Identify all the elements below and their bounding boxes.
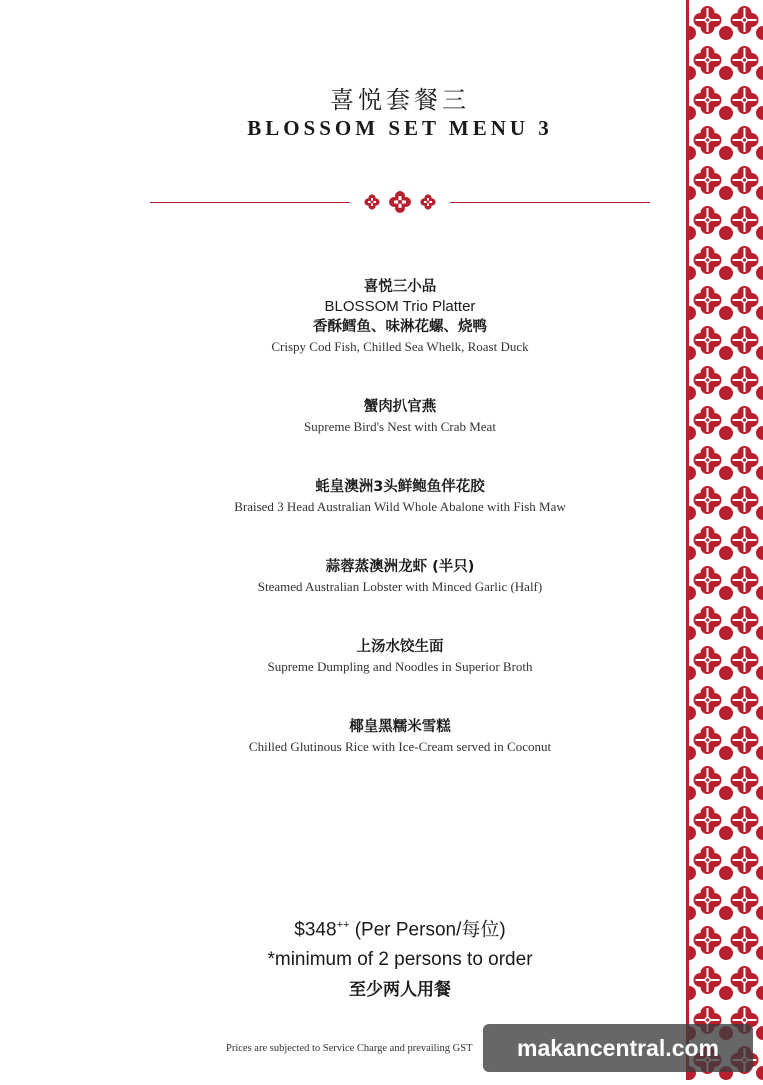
per-person-label: (Per Person/每位) xyxy=(349,919,506,941)
floral-pattern-icon xyxy=(689,0,763,1080)
dish-item xyxy=(0,557,763,597)
dish-item xyxy=(0,277,763,357)
dish-description-english: Braised 3 Head Australian Wild Whole Abalone with Fish Maw xyxy=(234,499,566,514)
divider-line-left xyxy=(150,202,350,203)
service-charge-footnote: Prices are subjected to Service Charge and prevailing GST xyxy=(226,1043,473,1054)
ornamental-divider xyxy=(150,186,650,218)
dish-name-chinese: 蚝皇澳洲3头鲜鲍鱼伴花胶 xyxy=(315,479,485,495)
dish-description-english: Chilled Glutinous Rice with Ice-Cream served in Coconut xyxy=(248,739,552,754)
dish-name-chinese: 上汤水饺生面 xyxy=(356,639,444,655)
dish-name-english: BLOSSOM Trio Platter xyxy=(324,298,476,315)
dish-name-chinese: 蟹肉扒官燕 xyxy=(363,399,437,415)
dish-description-english: Supreme Bird's Nest with Crab Meat xyxy=(304,419,496,434)
dish-description-english: Steamed Australian Lobster with Minced Garlic (Half) xyxy=(257,579,543,594)
dish-name-chinese: 喜悦三小品 xyxy=(363,279,437,295)
menu-title-english: BLOSSOM SET MENU 3 xyxy=(247,116,553,140)
menu-title-chinese: 喜悦套餐三 xyxy=(330,86,470,114)
site-watermark: makancentral.com xyxy=(483,1024,753,1072)
flower-ornament-icon xyxy=(358,186,442,218)
minimum-order-note: *minimum of 2 persons to order xyxy=(267,949,533,971)
price-line xyxy=(0,910,763,945)
dish-item xyxy=(0,717,763,757)
price-suffix: ++ xyxy=(336,919,350,931)
decorative-border xyxy=(686,0,763,1080)
dish-name-chinese: 蒜蓉蒸澳洲龙虾 (半只) xyxy=(325,559,475,575)
divider-line-right xyxy=(450,202,650,203)
minimum-order-note-chinese: 至少两人用餐 xyxy=(349,980,451,1001)
dish-description-english: Supreme Dumpling and Noodles in Superior Broth xyxy=(267,659,533,674)
dish-components-chinese: 香酥鳕鱼、味淋花螺、烧鸭 xyxy=(313,319,487,335)
dish-description-english: Crispy Cod Fish, Chilled Sea Whelk, Roast Duck xyxy=(271,339,529,354)
dish-item xyxy=(0,397,763,437)
dish-item xyxy=(0,477,763,517)
pricing-block xyxy=(0,910,763,1005)
dish-item xyxy=(0,637,763,677)
dish-name-chinese: 椰皇黑糯米雪糕 xyxy=(349,719,451,735)
price-amount: $348 xyxy=(294,919,337,941)
